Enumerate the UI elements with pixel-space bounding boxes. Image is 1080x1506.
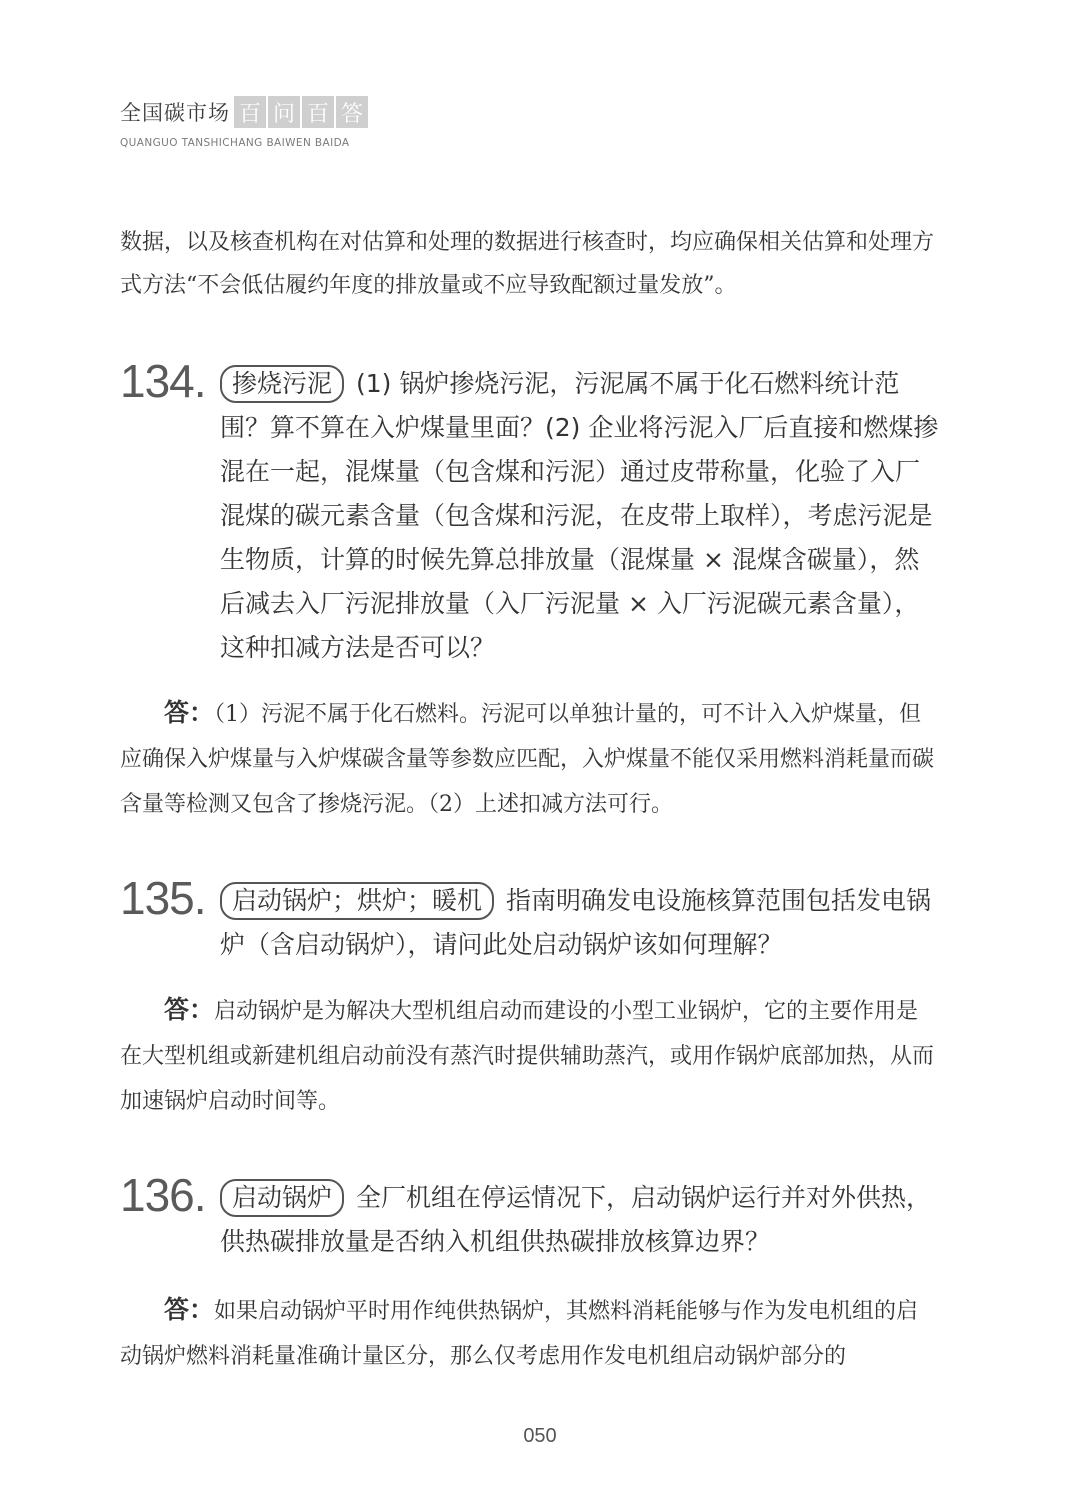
question-number: 135. bbox=[120, 872, 206, 924]
question-number: 136. bbox=[120, 1169, 206, 1221]
answer-label: 答： bbox=[164, 995, 215, 1024]
answer-text: 如果启动锅炉平时用作纯供热锅炉，其燃料消耗能够与作为发电机组的启动锅炉燃料消耗量准确计量区分，那么仅考虑用作发电机组启动锅炉部分的 bbox=[120, 1299, 919, 1369]
running-header bbox=[120, 95, 368, 129]
answer-136 bbox=[120, 1287, 940, 1379]
answer-134 bbox=[120, 690, 940, 827]
question-text-block bbox=[220, 362, 940, 670]
header-title: 全国碳市场 bbox=[120, 101, 230, 125]
keyword-tag: 启动锅炉 bbox=[220, 1179, 344, 1217]
header-highlight-char: 问 bbox=[268, 96, 300, 128]
page-number: 050 bbox=[523, 1425, 557, 1447]
header-subtitle: QUANGUO TANSHICHANG BAIWEN BAIDA bbox=[120, 137, 350, 149]
question-text-block bbox=[220, 879, 940, 967]
answer-text: 启动锅炉是为解决大型机组启动而建设的小型工业锅炉，它的主要作用是在大型机组或新建机组启动前没有蒸汽时提供辅助蒸汽，或用作锅炉底部加热，从而加速锅炉启动时间等。 bbox=[120, 999, 935, 1114]
intro-paragraph: 数据，以及核查机构在对估算和处理的数据进行核查时，均应确保相关估算和处理方式方法“不会低估履约年度的排放量或不应导致配额过量发放”。 bbox=[120, 230, 935, 298]
header-highlight-char: 百 bbox=[234, 96, 266, 128]
header-highlight-char: 百 bbox=[302, 96, 334, 128]
question-text: 指南明确发电设施核算范围包括发电锅炉（含启动锅炉），请问此处启动锅炉该如何理解？ bbox=[220, 886, 932, 959]
keyword-tag: 启动锅炉；烘炉；暖机 bbox=[220, 882, 494, 920]
question-text: (1) 锅炉掺烧污泥，污泥属不属于化石燃料统计范围？算不算在入炉煤量里面？(2) 企业将污泥入厂后直接和燃煤掺混在一起，混煤量（包含煤和污泥）通过皮带称量，化验了入厂混煤的碳元素含量（包含煤和污泥，在皮带上取样），考虑污泥是生物质，计算的时候先算总排放量（混煤量 × 混煤含碳量），然后减去入厂污泥排放量（入厂污泥量 × 入厂污泥碳元素含量），这种扣减方法是否可以？ bbox=[220, 369, 939, 662]
question-text: 全厂机组在停运情况下，启动锅炉运行并对外供热，供热碳排放量是否纳入机组供热碳排放核算边界？ bbox=[220, 1183, 932, 1256]
question-text-block bbox=[220, 1176, 940, 1264]
header-highlight-char: 答 bbox=[336, 96, 368, 128]
header-highlight bbox=[232, 96, 368, 128]
answer-135 bbox=[120, 987, 940, 1124]
answer-text: （1）污泥不属于化石燃料。污泥可以单独计量的，可不计入入炉煤量，但应确保入炉煤量与入炉煤碳含量等参数应匹配，入炉煤量不能仅采用燃料消耗量而碳含量等检测又包含了掺烧污泥。（2）上述扣减方法可行。 bbox=[120, 702, 935, 817]
question-number: 134. bbox=[120, 355, 206, 407]
answer-label: 答： bbox=[164, 1295, 215, 1324]
keyword-tag: 掺烧污泥 bbox=[220, 365, 344, 403]
answer-label: 答： bbox=[164, 698, 215, 727]
